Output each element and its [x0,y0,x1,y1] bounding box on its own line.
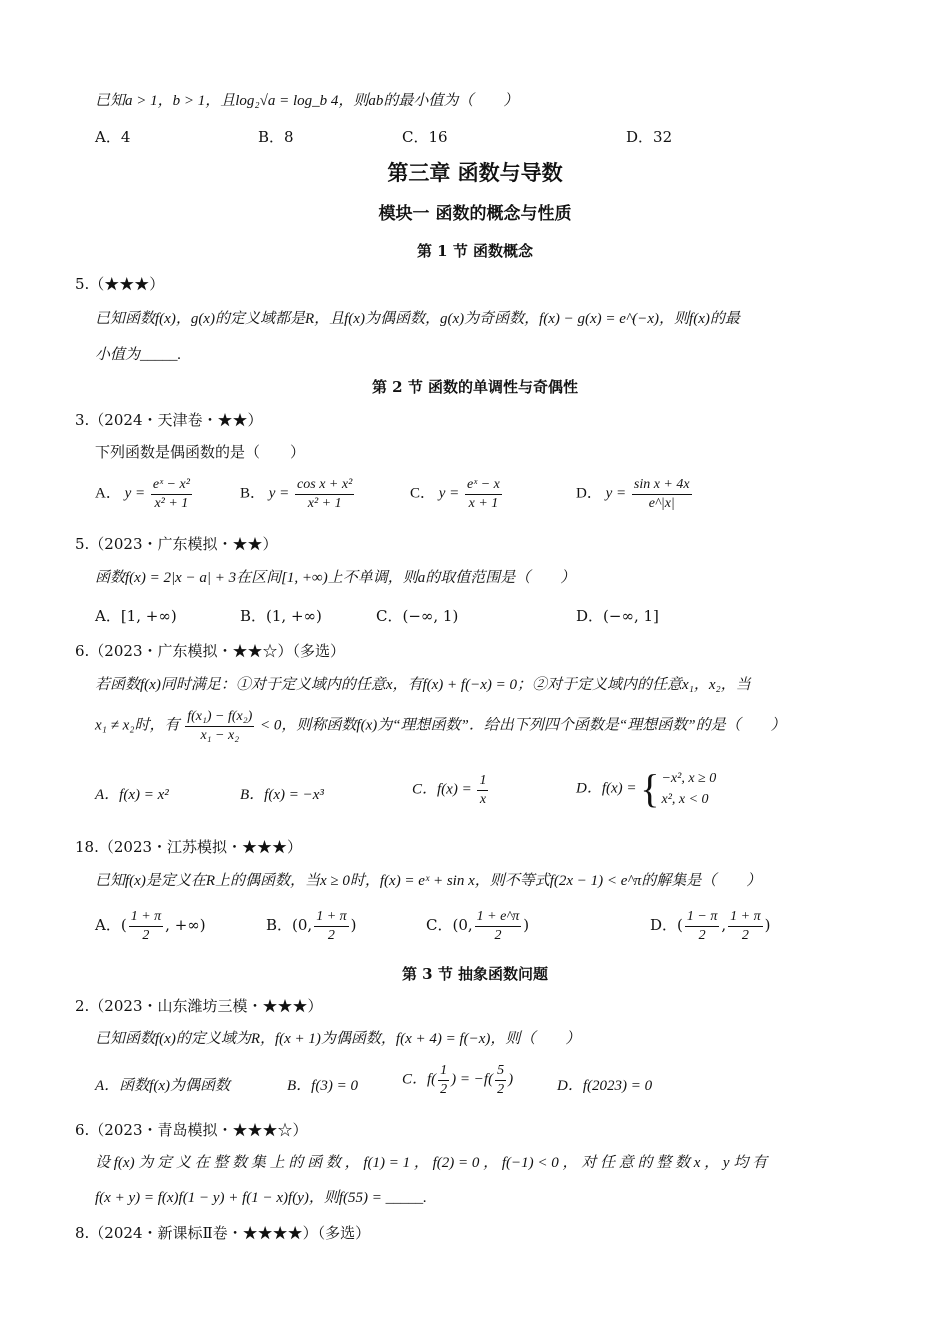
option-d: D．32 [626,128,673,146]
question-header: 6.（2023・广东模拟・★★☆）（多选） [75,642,345,660]
option-a: A．函数f(x)为偶函数 [95,1078,230,1094]
option-d: D． y = $\frac{\text{sin x + 4x}}{e\^{}|x|}$ [576,477,690,511]
question-stem: 已知f(x)是定义在R上的偶函数，当x ≥ 0时，f(x) = eˣ + sin x，则不等式f(2x − 1) < e^π的解集是（ ） [95,873,762,889]
question-header: 18.（2023・江苏模拟・★★★） [75,838,303,856]
option-d: D．f(2023) = 0 [557,1078,653,1094]
section-title: 第 1 节 函数概念 [416,242,534,260]
question-header: 5.（2023・广东模拟・★★） [75,535,278,553]
question-stem: 设 f(x) 为 定 义 在 整 数 集 上 的 函 数 ， f(1) = 1 ， f(2) = 0 ， f(−1) < 0 ， 对 任 意 的 整 数 x ， y 均 有 [95,1155,768,1171]
option-a: A．4 [95,128,131,146]
question-header: 5.（★★★） [75,275,165,293]
option-d: D．f(x) = { −x², x ≥ 0 x², x < 0 [576,766,717,811]
option-d: D．(−∞, 1] [576,607,659,625]
option-c: C．f(x) = $\frac{1}{x}$ [412,773,487,807]
option-b: B．f(x) = −x³ [240,787,324,803]
section-title: 第 2 节 函数的单调性与奇偶性 [371,378,579,396]
question-stem: f(x + y) = f(x)f(1 − y) + f(1 − x)f(y)，则f(55) = _____. [95,1190,427,1206]
option-b: B．(0, $\frac{1 + \pi}{2}$ ) [266,909,357,943]
option-a: A． y = $\frac{\text{eˣ − x²}}{\text{x² + 1}}$ [95,477,190,511]
option-c: C． y = $\frac{\text{eˣ − x}}{x + 1}$ [410,477,500,511]
question-header: 3.（2024・天津卷・★★） [75,411,263,429]
option-b: B．f(3) = 0 [287,1078,358,1094]
option-b: B．(1, +∞) [240,607,322,625]
option-c: C．(−∞, 1) [376,607,459,625]
option-b: B．8 [258,128,294,146]
option-c: C．(0, $\frac{1 + e\^{}\pi}{2}$ ) [426,909,530,943]
question-stem: 已知a > 1，b > 1，且log₂√a = log_b 4，则ab的最小值为（ ） [95,93,519,109]
question-header: 2.（2023・山东潍坊三模・★★★） [75,997,323,1015]
question-stem: 若函数f(x)同时满足：①对于定义域内的任意x，有f(x) + f(−x) = 0；②对于定义域内的任意x₁，x₂，当 [95,677,751,693]
option-b: B． y = $\frac{\text{cos x + x²}}{\text{x² + 1}}$ [240,477,353,511]
chapter-title: 第三章 函数与导数 [387,160,563,185]
question-stem: 已知函数f(x)的定义域为R，f(x + 1)为偶函数，f(x + 4) = f(−x)，则（ ） [95,1031,581,1047]
question-stem: 下列函数是偶函数的是（ ） [95,443,306,461]
option-a: A．( $\frac{1 + \pi}{2}$ , +∞) [95,909,206,943]
question-header: 8.（2024・新课标Ⅱ卷・★★★★）（多选） [75,1224,371,1242]
question-stem: x₁ ≠ x₂时，有 $\frac{\text{f(x₁) − f(x₂)}}{\text{x₁ − x₂}}$ < 0，则称函数f(x)为“理想函数”．给出下列四个函数是“理想函数”的是（ ） [95,709,786,743]
option-c: C．16 [402,128,448,146]
module-title: 模块一 函数的概念与性质 [378,204,572,224]
section-title: 第 3 节 抽象函数问题 [401,965,549,983]
option-c: C．f( $\frac{1}{2}$ ) = −f( $\frac{5}{2}$ ) [402,1063,514,1097]
option-d: D．( $\frac{1 - \pi}{2}$ , $\frac{1 + \pi}{2}$ ) [650,909,771,943]
question-header: 6.（2023・青岛模拟・★★★☆） [75,1121,308,1139]
question-stem: 函数f(x) = 2|x − a| + 3在区间[1, +∞)上不单调，则a的取值范围是（ ） [95,570,576,586]
question-stem: 已知函数f(x)，g(x)的定义域都是R，且f(x)为偶函数，g(x)为奇函数，f(x) − g(x) = e^(−x)，则f(x)的最 [95,311,740,327]
option-a: A．[1, +∞) [95,607,177,625]
option-a: A．f(x) = x² [95,787,169,803]
question-stem: 小值为_____. [95,347,182,363]
